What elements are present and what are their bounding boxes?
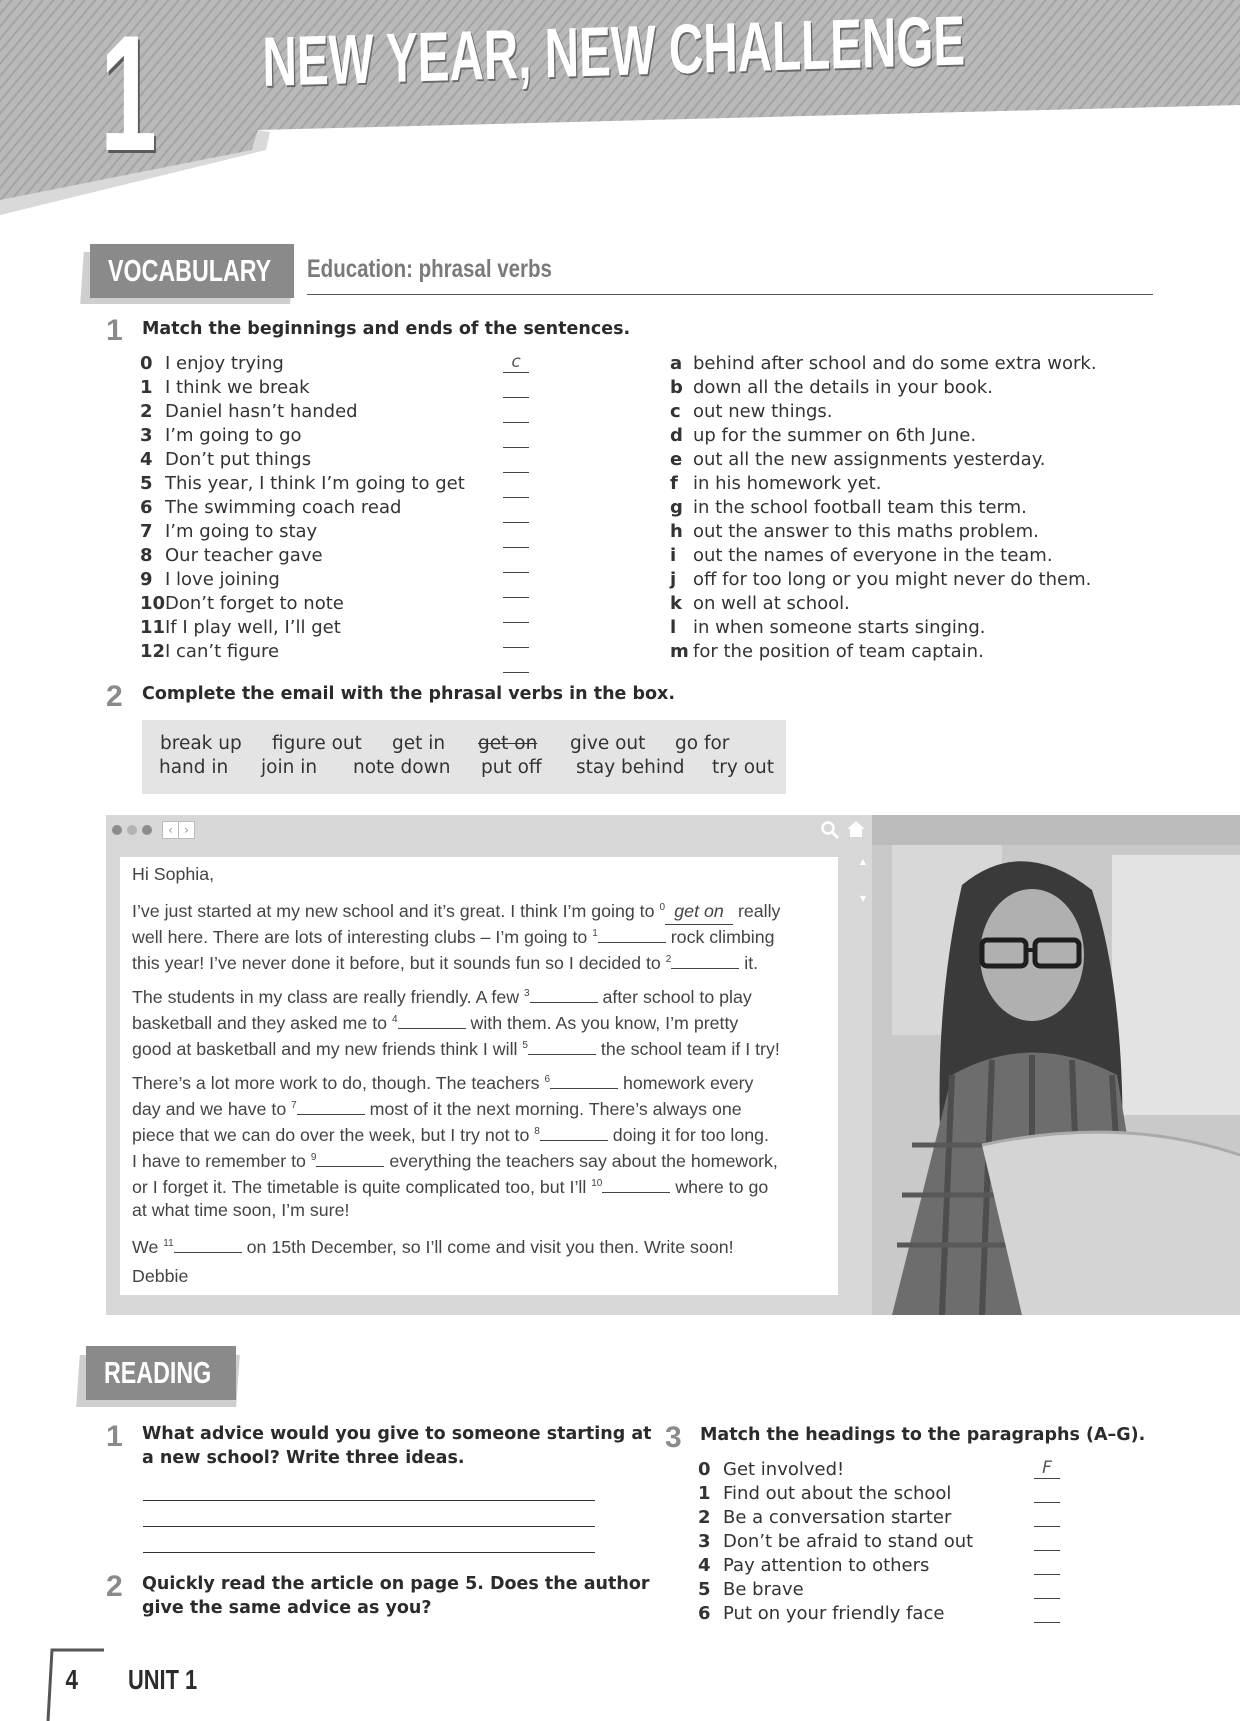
word-box-item: get in	[392, 733, 446, 754]
sentence-beginning: 11If I play well, I’ll get	[140, 617, 341, 638]
sentence-ending: b down all the details in your book.	[670, 377, 993, 398]
answer-blank[interactable]	[1034, 1482, 1060, 1503]
sentence-beginning: 4 Don’t put things	[140, 449, 312, 470]
answer-blank[interactable]: F	[1034, 1458, 1060, 1479]
answer-blank[interactable]	[1034, 1554, 1060, 1575]
word-box-item: put off	[481, 757, 542, 778]
email-line: piece that we can do over the week, but I try not to $^8$ doing it for too long.	[132, 1119, 769, 1148]
gap-input[interactable]	[671, 950, 739, 969]
sentence-beginning: 1 I think we break	[140, 377, 310, 398]
sentence-ending: c out new things.	[670, 401, 833, 422]
exercise-number: 2	[106, 680, 123, 713]
answer-blank[interactable]	[1034, 1602, 1060, 1623]
gap-input[interactable]	[528, 1036, 596, 1055]
sentence-beginning: 3 I’m going to go	[140, 425, 302, 446]
word-box-item: note down	[353, 757, 451, 778]
sentence-beginning: 2 Daniel hasn’t handed	[140, 401, 358, 422]
sentence-beginning: 12I can’t figure	[140, 641, 280, 662]
forward-icon[interactable]: ›	[178, 821, 195, 839]
sentence-beginning: 5 This year, I think I’m going to get	[140, 473, 465, 494]
sentence-ending: i out the names of everyone in the team.	[670, 545, 1053, 566]
sentence-ending: a behind after school and do some extra work.	[670, 353, 1097, 374]
sentence-ending: e out all the new assignments yesterday.	[670, 449, 1046, 470]
email-line: The students in my class are really friendly. A few $^3$ after school to play	[132, 981, 752, 1010]
email-line: or I forget it. The timetable is quite complicated too, but I’ll $^{10}$ where to go	[132, 1171, 768, 1200]
word-box-item: hand in	[159, 757, 229, 778]
heading-item: 4 Pay attention to others	[698, 1554, 1078, 1578]
page-number: 4	[65, 1664, 79, 1695]
sentence-ending: k on well at school.	[670, 593, 850, 614]
student-photo	[872, 815, 1240, 1315]
unit-label: UNIT 1	[128, 1664, 198, 1695]
back-icon[interactable]: ‹	[162, 821, 179, 839]
email-signoff: Debbie	[132, 1266, 189, 1286]
answer-blank[interactable]	[503, 652, 529, 673]
sentence-ending: j off for too long or you might never do them.	[670, 569, 1092, 590]
sentence-beginning: 9 I love joining	[140, 569, 280, 590]
answer-line[interactable]	[143, 1500, 595, 1501]
answer-blank[interactable]	[503, 452, 529, 473]
answer-blank[interactable]	[503, 527, 529, 548]
gap-example: get on	[665, 898, 733, 925]
email-line: this year! I’ve never done it before, but it sounds fun so I decided to $^2$ it.	[132, 947, 758, 976]
sentence-beginning: 0 I enjoy trying	[140, 353, 284, 374]
word-box-item: break up	[160, 733, 242, 754]
gap-input[interactable]	[550, 1070, 618, 1089]
email-line: I have to remember to $^9$ everything the teachers say about the homework,	[132, 1145, 778, 1174]
exercise-instruction: Complete the email with the phrasal verbs in the box.	[142, 684, 675, 704]
answer-blank[interactable]	[503, 502, 529, 523]
email-line: good at basketball and my new friends think I will $^5$ the school team if I try!	[132, 1033, 780, 1062]
sentence-ending: d up for the summer on 6th June.	[670, 425, 977, 446]
answer-blank[interactable]	[503, 627, 529, 648]
answer-column	[503, 352, 533, 677]
word-box-item: give out	[570, 733, 646, 754]
answer-blank[interactable]	[503, 602, 529, 623]
answer-blank[interactable]	[503, 577, 529, 598]
scrollbar[interactable]: ▲ ▼	[859, 857, 867, 903]
gap-input[interactable]	[316, 1148, 384, 1167]
sentence-ending: f in his homework yet.	[670, 473, 882, 494]
answer-blank[interactable]	[503, 477, 529, 498]
gap-input[interactable]	[598, 924, 666, 943]
word-box-item: figure out	[272, 733, 362, 754]
heading-item: 6 Put on your friendly face	[698, 1602, 1078, 1626]
answer-blank[interactable]	[503, 552, 529, 573]
exercise-instruction: Quickly read the article on page 5. Does the author give the same advice as you?	[142, 1574, 650, 1618]
gap-input[interactable]	[602, 1174, 670, 1193]
answer-blank[interactable]	[1034, 1578, 1060, 1599]
word-box-item: join in	[261, 757, 318, 778]
sentence-beginning: 10Don’t forget to note	[140, 593, 344, 614]
unit-title: NEW YEAR, NEW CHALLENGE	[262, 1, 966, 101]
exercise-instruction: Match the headings to the paragraphs (A–G).	[700, 1425, 1146, 1445]
sentence-ending: h out the answer to this maths problem.	[670, 521, 1039, 542]
sentence-ending: g in the school football team this term.	[670, 497, 1027, 518]
gap-input[interactable]	[540, 1122, 608, 1141]
window-dot	[112, 825, 122, 835]
heading-item: 3 Don’t be afraid to stand out	[698, 1530, 1078, 1554]
headings-list	[698, 1458, 1078, 1626]
exercise-instruction: Match the beginnings and ends of the sentences.	[142, 319, 631, 339]
subtitle-rule	[307, 294, 1153, 295]
answer-blank[interactable]	[1034, 1530, 1060, 1551]
exercise-number: 2	[106, 1570, 123, 1603]
word-box-item: try out	[712, 757, 774, 778]
answer-blank[interactable]	[1034, 1506, 1060, 1527]
email-line: I’ve just started at my new school and it’s great. I think I’m going to $^0$ get on really	[132, 895, 780, 925]
heading-item: 0 Get involved! F	[698, 1458, 1078, 1482]
gap-input[interactable]	[174, 1234, 242, 1253]
exercise-number: 3	[665, 1421, 682, 1454]
sentence-beginning: 6 The swimming coach read	[140, 497, 402, 518]
exercise-number: 1	[106, 314, 123, 347]
email-greeting: Hi Sophia,	[132, 864, 215, 884]
word-box-item: go for	[675, 733, 730, 754]
answer-blank[interactable]	[503, 427, 529, 448]
email-line: at what time soon, I’m sure!	[132, 1200, 350, 1220]
window-dot	[142, 825, 152, 835]
sentence-beginning: 7 I’m going to stay	[140, 521, 318, 542]
answer-blank[interactable]	[503, 377, 529, 398]
sentence-ending: l in when someone starts singing.	[670, 617, 986, 638]
sentence-endings	[670, 352, 1190, 664]
heading-item: 5 Be brave	[698, 1578, 1078, 1602]
vocabulary-tab: VOCABULARY	[90, 244, 294, 298]
answer-blank[interactable]	[503, 402, 529, 423]
email-line: We $^{11}$ on 15th December, so I’ll come and visit you then. Write soon!	[132, 1231, 734, 1260]
window-dot	[127, 825, 137, 835]
email-line: There’s a lot more work to do, though. The teachers $^6$ homework every	[132, 1067, 753, 1096]
vocabulary-subtitle: Education: phrasal verbs	[307, 255, 552, 283]
home-icon[interactable]	[846, 819, 866, 839]
search-icon[interactable]	[820, 820, 840, 840]
exercise-instruction: What advice would you give to someone starting at a new school? Write three ideas.	[142, 1424, 652, 1468]
answer-line[interactable]	[143, 1526, 595, 1527]
gap-input[interactable]	[297, 1096, 365, 1115]
heading-item: 1 Find out about the school	[698, 1482, 1078, 1506]
email-line: day and we have to $^7$ most of it the next morning. There’s always one	[132, 1093, 742, 1122]
answer-blank[interactable]: c	[503, 352, 529, 373]
reading-tab: READING	[86, 1346, 236, 1400]
word-box	[142, 720, 786, 794]
word-box-item-used: get on	[478, 733, 538, 754]
gap-input[interactable]	[530, 984, 598, 1003]
email-body	[120, 857, 838, 1295]
email-line: basketball and they asked me to $^4$ with them. As you know, I’m pretty	[132, 1007, 738, 1036]
exercise-number: 1	[106, 1420, 123, 1453]
word-box-item: stay behind	[576, 757, 685, 778]
heading-item: 2 Be a conversation starter	[698, 1506, 1078, 1530]
gap-input[interactable]	[398, 1010, 466, 1029]
sentence-beginning: 8 Our teacher gave	[140, 545, 323, 566]
sentence-ending: m for the position of team captain.	[670, 641, 984, 662]
answer-line[interactable]	[143, 1552, 595, 1553]
unit-number: 1	[100, 1, 157, 185]
email-line: well here. There are lots of interesting clubs – I’m going to $^1$ rock climbing	[132, 921, 775, 950]
sentence-beginnings	[140, 352, 540, 664]
